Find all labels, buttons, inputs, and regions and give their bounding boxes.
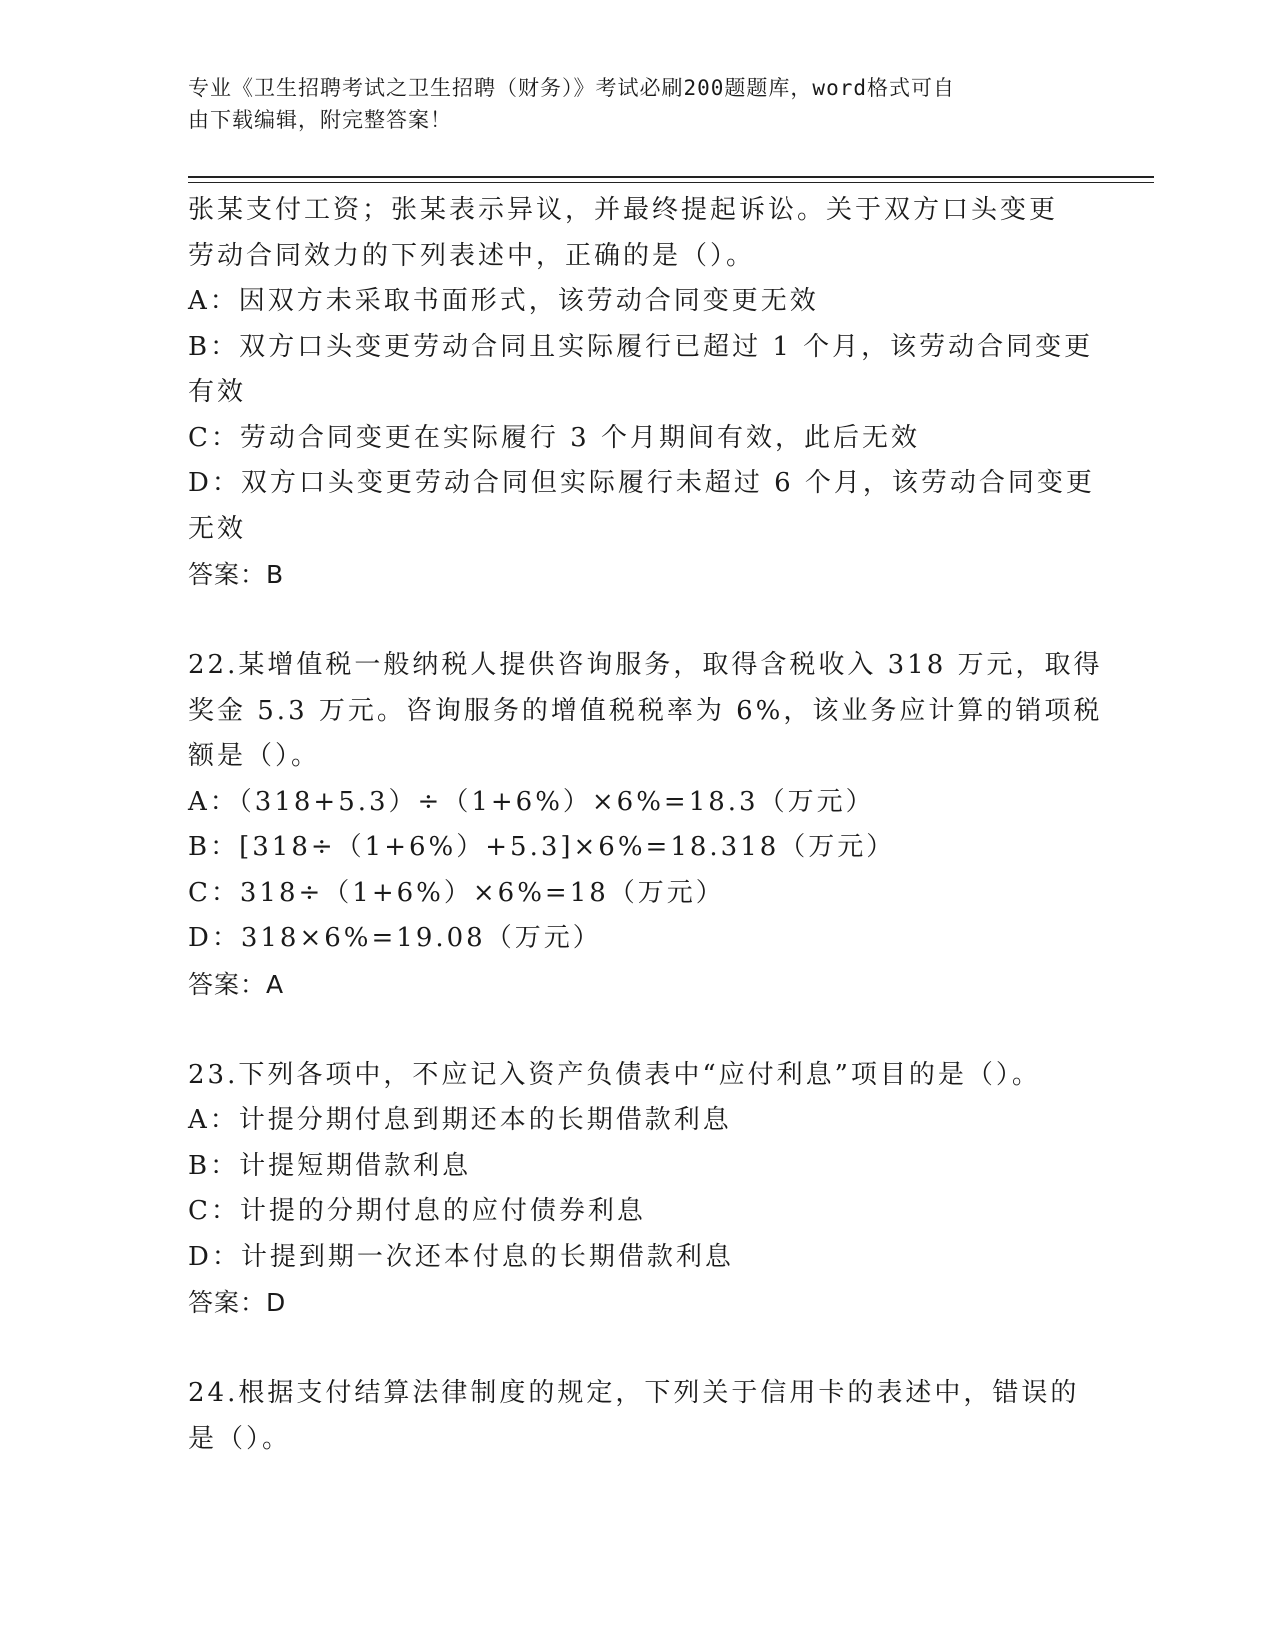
- option-a: A：因双方未采取书面形式，该劳动合同变更无效: [188, 286, 819, 316]
- spacer: [188, 598, 1088, 644]
- option-c: C：劳动合同变更在实际履行 3 个月期间有效，此后无效: [188, 422, 920, 453]
- question-stem: 劳动合同效力的下列表述中，正确的是（）。: [188, 240, 756, 271]
- question-stem: 22.某增值税一般纳税人提供咨询服务，取得含税收入 318 万元，取得: [188, 650, 1103, 680]
- answer-line: 答案：A: [188, 969, 285, 999]
- question-stem: 张某支付工资；张某表示异议，并最终提起诉讼。关于双方口头变更: [188, 195, 1059, 225]
- option-a: A：（318+5.3）÷（1+6%）×6%=18.3（万元）: [188, 786, 875, 817]
- header-divider-thin: [188, 182, 1154, 183]
- option-b: B：[318÷（1+6%）+5.3]×6%=18.318（万元）: [188, 832, 896, 862]
- question-list: [188, 188, 1103, 1462]
- option-c: C：318÷（1+6%）×6%=18（万元）: [188, 877, 725, 908]
- option-d-continued: 无效: [188, 513, 247, 544]
- option-b-continued: 有效: [188, 377, 247, 407]
- header-line-1: 专业《卫生招聘考试之卫生招聘（财务）》考试必刷200题题库，word格式可自: [188, 76, 955, 100]
- question-24: [188, 1371, 1088, 1462]
- option-d: D：318×6%=19.08（万元）: [188, 923, 602, 953]
- question-23: [188, 1053, 1088, 1326]
- option-d: D：计提到期一次还本付息的长期借款利息: [188, 1241, 734, 1272]
- option-b: B：计提短期借款利息: [188, 1150, 472, 1181]
- question-stem: 24.根据支付结算法律制度的规定，下列关于信用卡的表述中，错误的: [188, 1378, 1080, 1408]
- answer-line: 答案：B: [188, 560, 285, 589]
- option-b: B：双方口头变更劳动合同且实际履行已超过 1 个月，该劳动合同变更: [188, 331, 1094, 362]
- question-stem: 23.下列各项中，不应记入资产负债表中“应付利息”项目的是（）。: [188, 1059, 1041, 1090]
- question-stem: 是（）。: [188, 1423, 292, 1454]
- question-22: [188, 643, 1103, 1007]
- document-header: [188, 72, 1068, 136]
- question-21: [188, 188, 1095, 598]
- spacer: [188, 1326, 1088, 1372]
- answer-line: 答案：D: [188, 1288, 287, 1317]
- spacer: [188, 1007, 1088, 1053]
- question-stem: 奖金 5.3 万元。咨询服务的增值税税率为 6%，该业务应计算的销项税: [188, 695, 1103, 726]
- option-a: A：计提分期付息到期还本的长期借款利息: [188, 1105, 732, 1135]
- option-d: D：双方口头变更劳动合同但实际履行未超过 6 个月，该劳动合同变更: [188, 468, 1095, 498]
- option-c: C：计提的分期付息的应付债券利息: [188, 1196, 646, 1226]
- header-divider-thick: [188, 176, 1154, 178]
- header-line-2: 由下载编辑，附完整答案！: [188, 108, 452, 132]
- question-stem: 额是（）。: [188, 741, 321, 771]
